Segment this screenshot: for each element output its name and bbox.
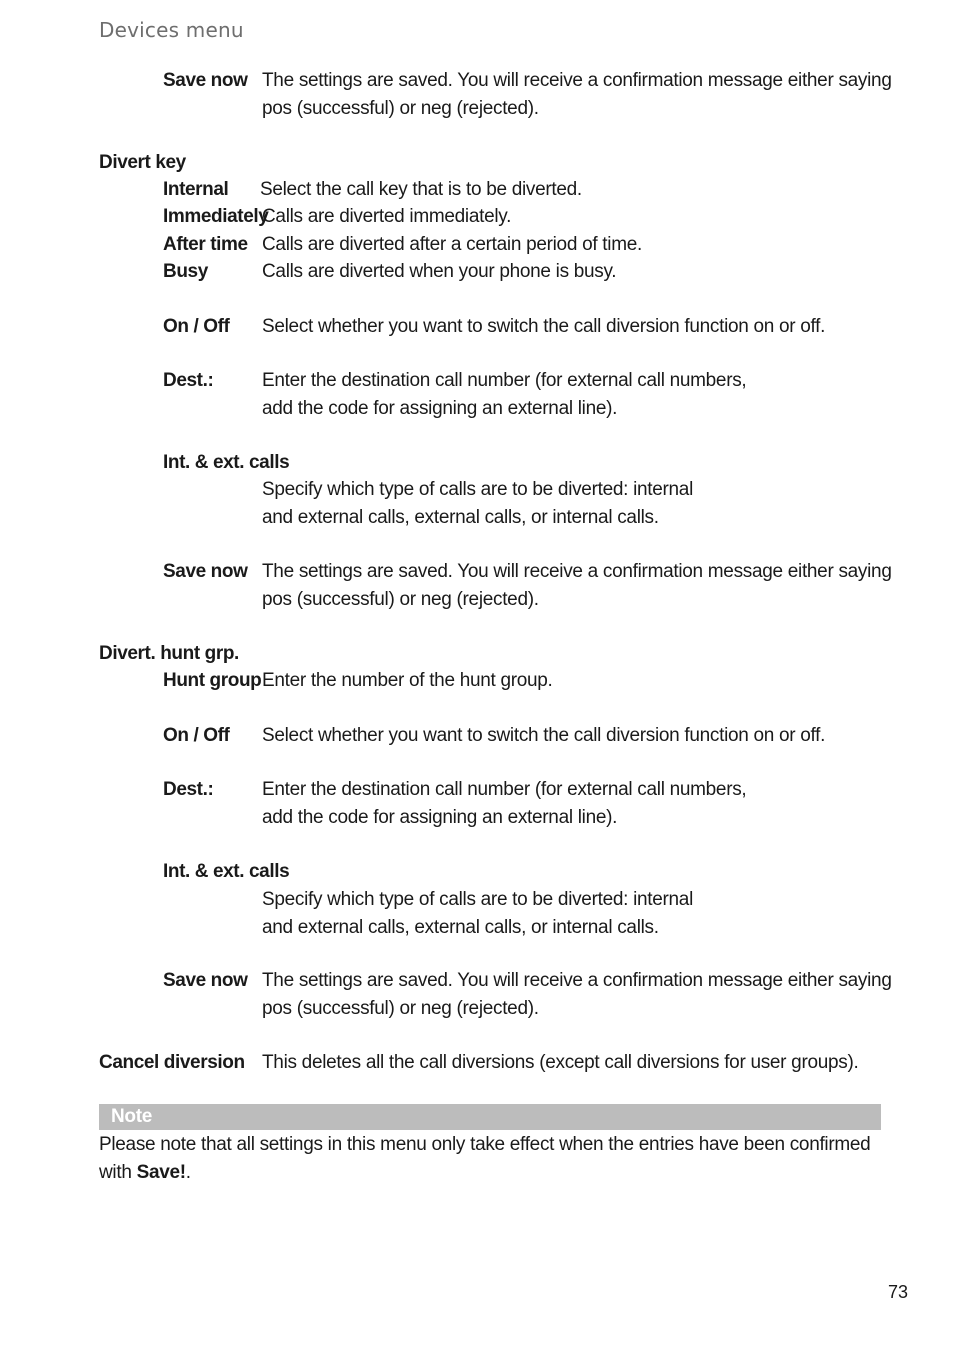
entry-description: Calls are diverted when your phone is busy.: [262, 261, 617, 282]
entry-description: Select the call key that is to be diverted.: [260, 179, 582, 200]
entry-description: The settings are saved. You will receive a confirmation message either saying pos (successful) or neg (rejected).: [262, 70, 892, 119]
entry-description: Enter the number of the hunt group.: [262, 670, 553, 691]
section-heading: Divert. hunt grp.: [99, 643, 239, 664]
entry-term: Internal: [163, 179, 229, 200]
entry-term: Dest.:: [163, 779, 214, 800]
note-text-suffix: .: [185, 1161, 191, 1183]
entry-term: Busy: [163, 261, 208, 282]
entry-term: Cancel diversion: [99, 1052, 245, 1073]
entry-description: Calls are diverted immediately.: [262, 206, 512, 227]
note-text-line1: Please note that all settings in this menu only take effect when the entries have been confirmed: [99, 1134, 871, 1155]
entry-description: Select whether you want to switch the call diversion function on or off.: [262, 316, 826, 337]
note-text-prefix: with: [99, 1161, 137, 1183]
entry-description: Specify which type of calls are to be diverted: internal and external calls, external calls, or internal calls.: [262, 479, 693, 528]
entry-description: The settings are saved. You will receive a confirmation message either saying pos (successful) or neg (rejected).: [262, 970, 892, 1019]
entry-description: Enter the destination call number (for external call numbers, add the code for assigning an external line).: [262, 779, 747, 828]
entry-term: On / Off: [163, 725, 230, 746]
note-bar: [99, 1104, 881, 1130]
entry-term: Save now: [163, 970, 248, 991]
page-header: Devices menu: [99, 18, 244, 42]
note-text: [99, 1131, 889, 1186]
entry-term: Save now: [163, 561, 248, 582]
entry-term: On / Off: [163, 316, 230, 337]
page-number: 73: [888, 1282, 909, 1302]
entry-description: This deletes all the call diversions (except call diversions for user groups).: [262, 1052, 859, 1073]
entry-term: Save now: [163, 70, 248, 91]
entry-term: Int. & ext. calls: [163, 452, 290, 473]
entry-description: Select whether you want to switch the call diversion function on or off.: [262, 725, 826, 746]
entry-description: Enter the destination call number (for external call numbers, add the code for assigning an external line).: [262, 370, 747, 419]
entry-description: The settings are saved. You will receive a confirmation message either saying pos (successful) or neg (rejected).: [262, 561, 892, 610]
entry-description: Specify which type of calls are to be diverted: internal and external calls, external calls, or internal calls.: [262, 889, 693, 938]
entry-term: Int. & ext. calls: [163, 861, 290, 882]
section-heading: Divert key: [99, 152, 186, 173]
entry-term: After time: [163, 234, 248, 255]
entry-description: Calls are diverted after a certain period of time.: [262, 234, 642, 255]
entry-term: Dest.:: [163, 370, 214, 391]
entry-term: Immediately: [163, 206, 269, 227]
note-save-keyword: Save!: [136, 1161, 186, 1183]
entry-term: Hunt group: [163, 670, 262, 691]
note-title: Note: [111, 1106, 153, 1127]
